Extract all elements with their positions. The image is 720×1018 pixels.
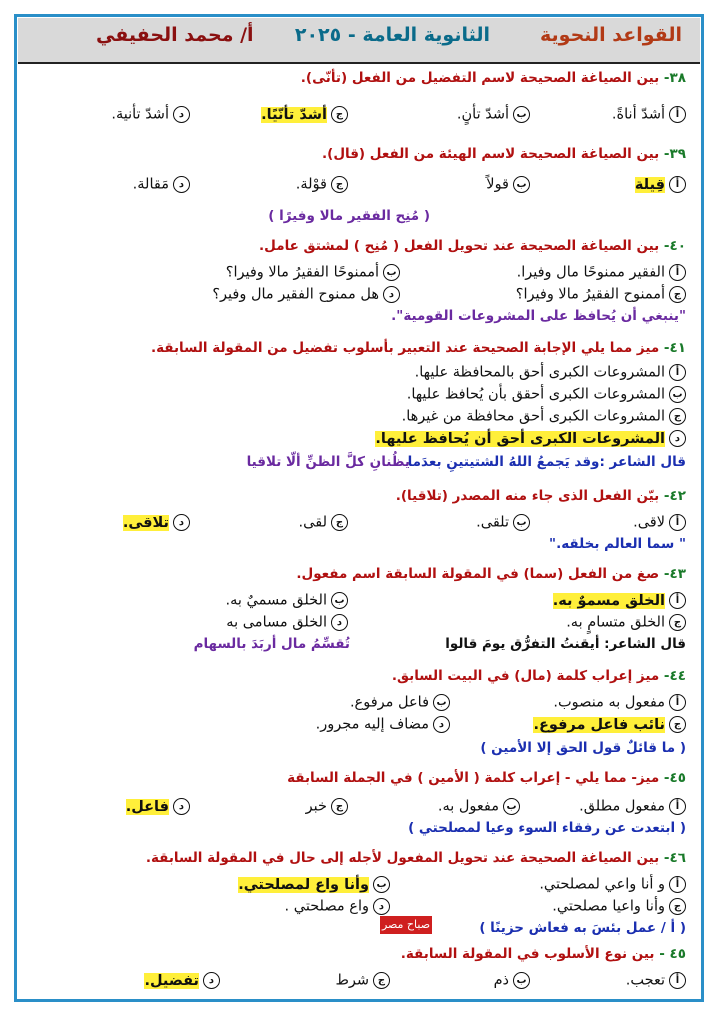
option-c[interactable]: جنائب فاعل مرفوع. xyxy=(533,716,686,733)
question-45: ٤٥- ميز- مما يلي - إعراب كلمة ( الأمين ) في الجملة السابقة xyxy=(287,770,686,786)
header-author: أ/ محمد الحفيفي xyxy=(96,24,254,46)
question-39: ٣٩- بين الصياغة الصحيحة لاسم الهيئة من الفعل (قال). xyxy=(322,146,686,162)
option-c[interactable]: جشرط xyxy=(335,972,390,989)
example-sentence: ( ابتعدت عن رفقاء السوء وعيا لمصلحتي ) xyxy=(408,820,686,836)
example-sentence: ( مُنِح الفقير مالا وفيرًا ) xyxy=(268,208,430,224)
option-a[interactable]: أتعجب. xyxy=(626,972,686,989)
option-c[interactable]: جأشدّ تأنّيًا. xyxy=(261,106,348,123)
option-c[interactable]: جوأنا واعيا مصلحتي. xyxy=(552,898,686,915)
example-sentence: " سما العالم بخلقه." xyxy=(549,536,686,552)
option-b[interactable]: بفاعل مرفوع. xyxy=(350,694,450,711)
example-sentence: ( أ / عمل بئسَ به فعاش حزينًا ) xyxy=(479,920,686,936)
poem-line-second: يظُنانِ كلَّ الظنِّ ألّا تلاقيا xyxy=(246,454,410,470)
question-47: ٤٥ - بين نوع الأسلوب في المقولة السابقة. xyxy=(400,946,686,962)
example-sentence: ( ما قائلٌ قول الحق إلا الأمين ) xyxy=(480,740,686,756)
page-header xyxy=(18,18,700,64)
option-b[interactable]: بقولاً xyxy=(486,176,530,193)
option-d[interactable]: دهل ممنوح الفقير مال وفير؟ xyxy=(212,286,400,303)
option-d[interactable]: دفاعل. xyxy=(126,798,190,815)
option-a[interactable]: أمفعول مطلق. xyxy=(579,798,686,815)
question-38 xyxy=(301,70,686,86)
option-b[interactable]: بمفعول به. xyxy=(438,798,520,815)
option-d[interactable]: دالخلق مسامى به xyxy=(226,614,348,631)
question-43: ٤٣- صغ من الفعل (سما) في المقولة السابقة اسم مفعول. xyxy=(296,566,686,582)
option-b[interactable]: بوأنا واع لمصلحتي. xyxy=(238,876,390,893)
option-b[interactable]: بالمشروعات الكبرى أحقق بأن يُحافظ عليها. xyxy=(407,386,686,403)
poem-line-first: قال الشاعر: أيقنتُ التفرُّق يومَ قالوا xyxy=(445,636,686,652)
option-a[interactable]: أمفعول به منصوب. xyxy=(553,694,686,711)
option-d[interactable]: دواع مصلحتي . xyxy=(285,898,390,915)
question-46: ٤٦- بين الصياغة الصحيحة عند تحويل المفعول لأجله إلى حال في المقولة السابقة. xyxy=(145,850,686,866)
option-c[interactable]: جلقى. xyxy=(299,514,348,531)
option-b[interactable]: بذم xyxy=(494,972,530,989)
option-c[interactable]: جالخلق متسامٍ به. xyxy=(566,614,686,631)
option-c[interactable]: جخبر xyxy=(306,798,348,815)
header-year: الثانوية العامة - ٢٠٢٥ xyxy=(294,24,490,46)
option-c[interactable]: جالمشروعات الكبرى أحق محافظة من غيرها. xyxy=(402,408,686,425)
poem-line-first: قال الشاعر :وقد يَجمعُ اللهُ الشتيتينِ بعدَما xyxy=(407,454,686,470)
option-b[interactable]: بالخلق مسميٌ به. xyxy=(225,592,348,609)
option-a[interactable]: أو أنا واعي لمصلحتي. xyxy=(539,876,686,893)
option-c[interactable]: جقوْلة. xyxy=(296,176,348,193)
question-42: ٤٢- بيّن الفعل الذى جاء منه المصدر (تلاقيا). xyxy=(395,488,686,504)
option-d[interactable]: دتلاقى. xyxy=(123,514,190,531)
option-d[interactable]: دمضاف إليه مجرور. xyxy=(316,716,450,733)
example-sentence: "ينبغي أن يُحافظ على المشروعات القومية". xyxy=(391,308,686,324)
option-a[interactable]: أأشدّ أناةً. xyxy=(612,106,686,123)
question-40: ٤٠- بين الصياغة الصحيحة عند تحويل الفعل ( مُنِح ) لمشتق عامل. xyxy=(259,238,686,254)
option-d[interactable]: دمَقالة. xyxy=(133,176,190,193)
option-b[interactable]: بأممنوحًا الفقيرُ مالا وفيرا؟ xyxy=(226,264,400,281)
question-44: ٤٤- ميز إعراب كلمة (مال) في البيت السابق. xyxy=(391,668,686,684)
option-c[interactable]: جأممنوح الفقيرُ مالا وفيرا؟ xyxy=(516,286,686,303)
question-text: بين الصياغة الصحيحة لاسم التفضيل من الفعل (تأنّى). xyxy=(300,70,660,86)
option-a[interactable]: أقِيلة xyxy=(635,176,686,193)
option-a[interactable]: أالخلق مسموٌ به. xyxy=(553,592,686,609)
question-41: ٤١- ميز مما يلي الإجابة الصحيحة عند التعبير بأسلوب تفضيل من المقولة السابقة. xyxy=(150,340,686,356)
option-b[interactable]: بتلقى. xyxy=(476,514,530,531)
poem-line-second: تُقسِّمُ مال أربَدَ بالسهام xyxy=(193,636,350,652)
option-d[interactable]: دالمشروعات الكبرى أحق أن يُحافظ عليها. xyxy=(375,430,686,447)
option-b[interactable]: بأشدّ تأنٍ. xyxy=(457,106,530,123)
option-a[interactable]: أالفقير ممنوحًا مال وفيرا. xyxy=(517,264,686,281)
question-number: ٣٨- xyxy=(663,70,686,86)
header-title: القواعد النحوية xyxy=(540,24,682,46)
option-a[interactable]: أالمشروعات الكبرى أحق بالمحافظة عليها. xyxy=(415,364,686,381)
option-a[interactable]: ألاقى. xyxy=(633,514,686,531)
option-d[interactable]: دتفضيل. xyxy=(144,972,220,989)
option-d[interactable]: دأشدّ تأنية. xyxy=(111,106,190,123)
watermark-logo: صباح مصر xyxy=(380,916,432,934)
